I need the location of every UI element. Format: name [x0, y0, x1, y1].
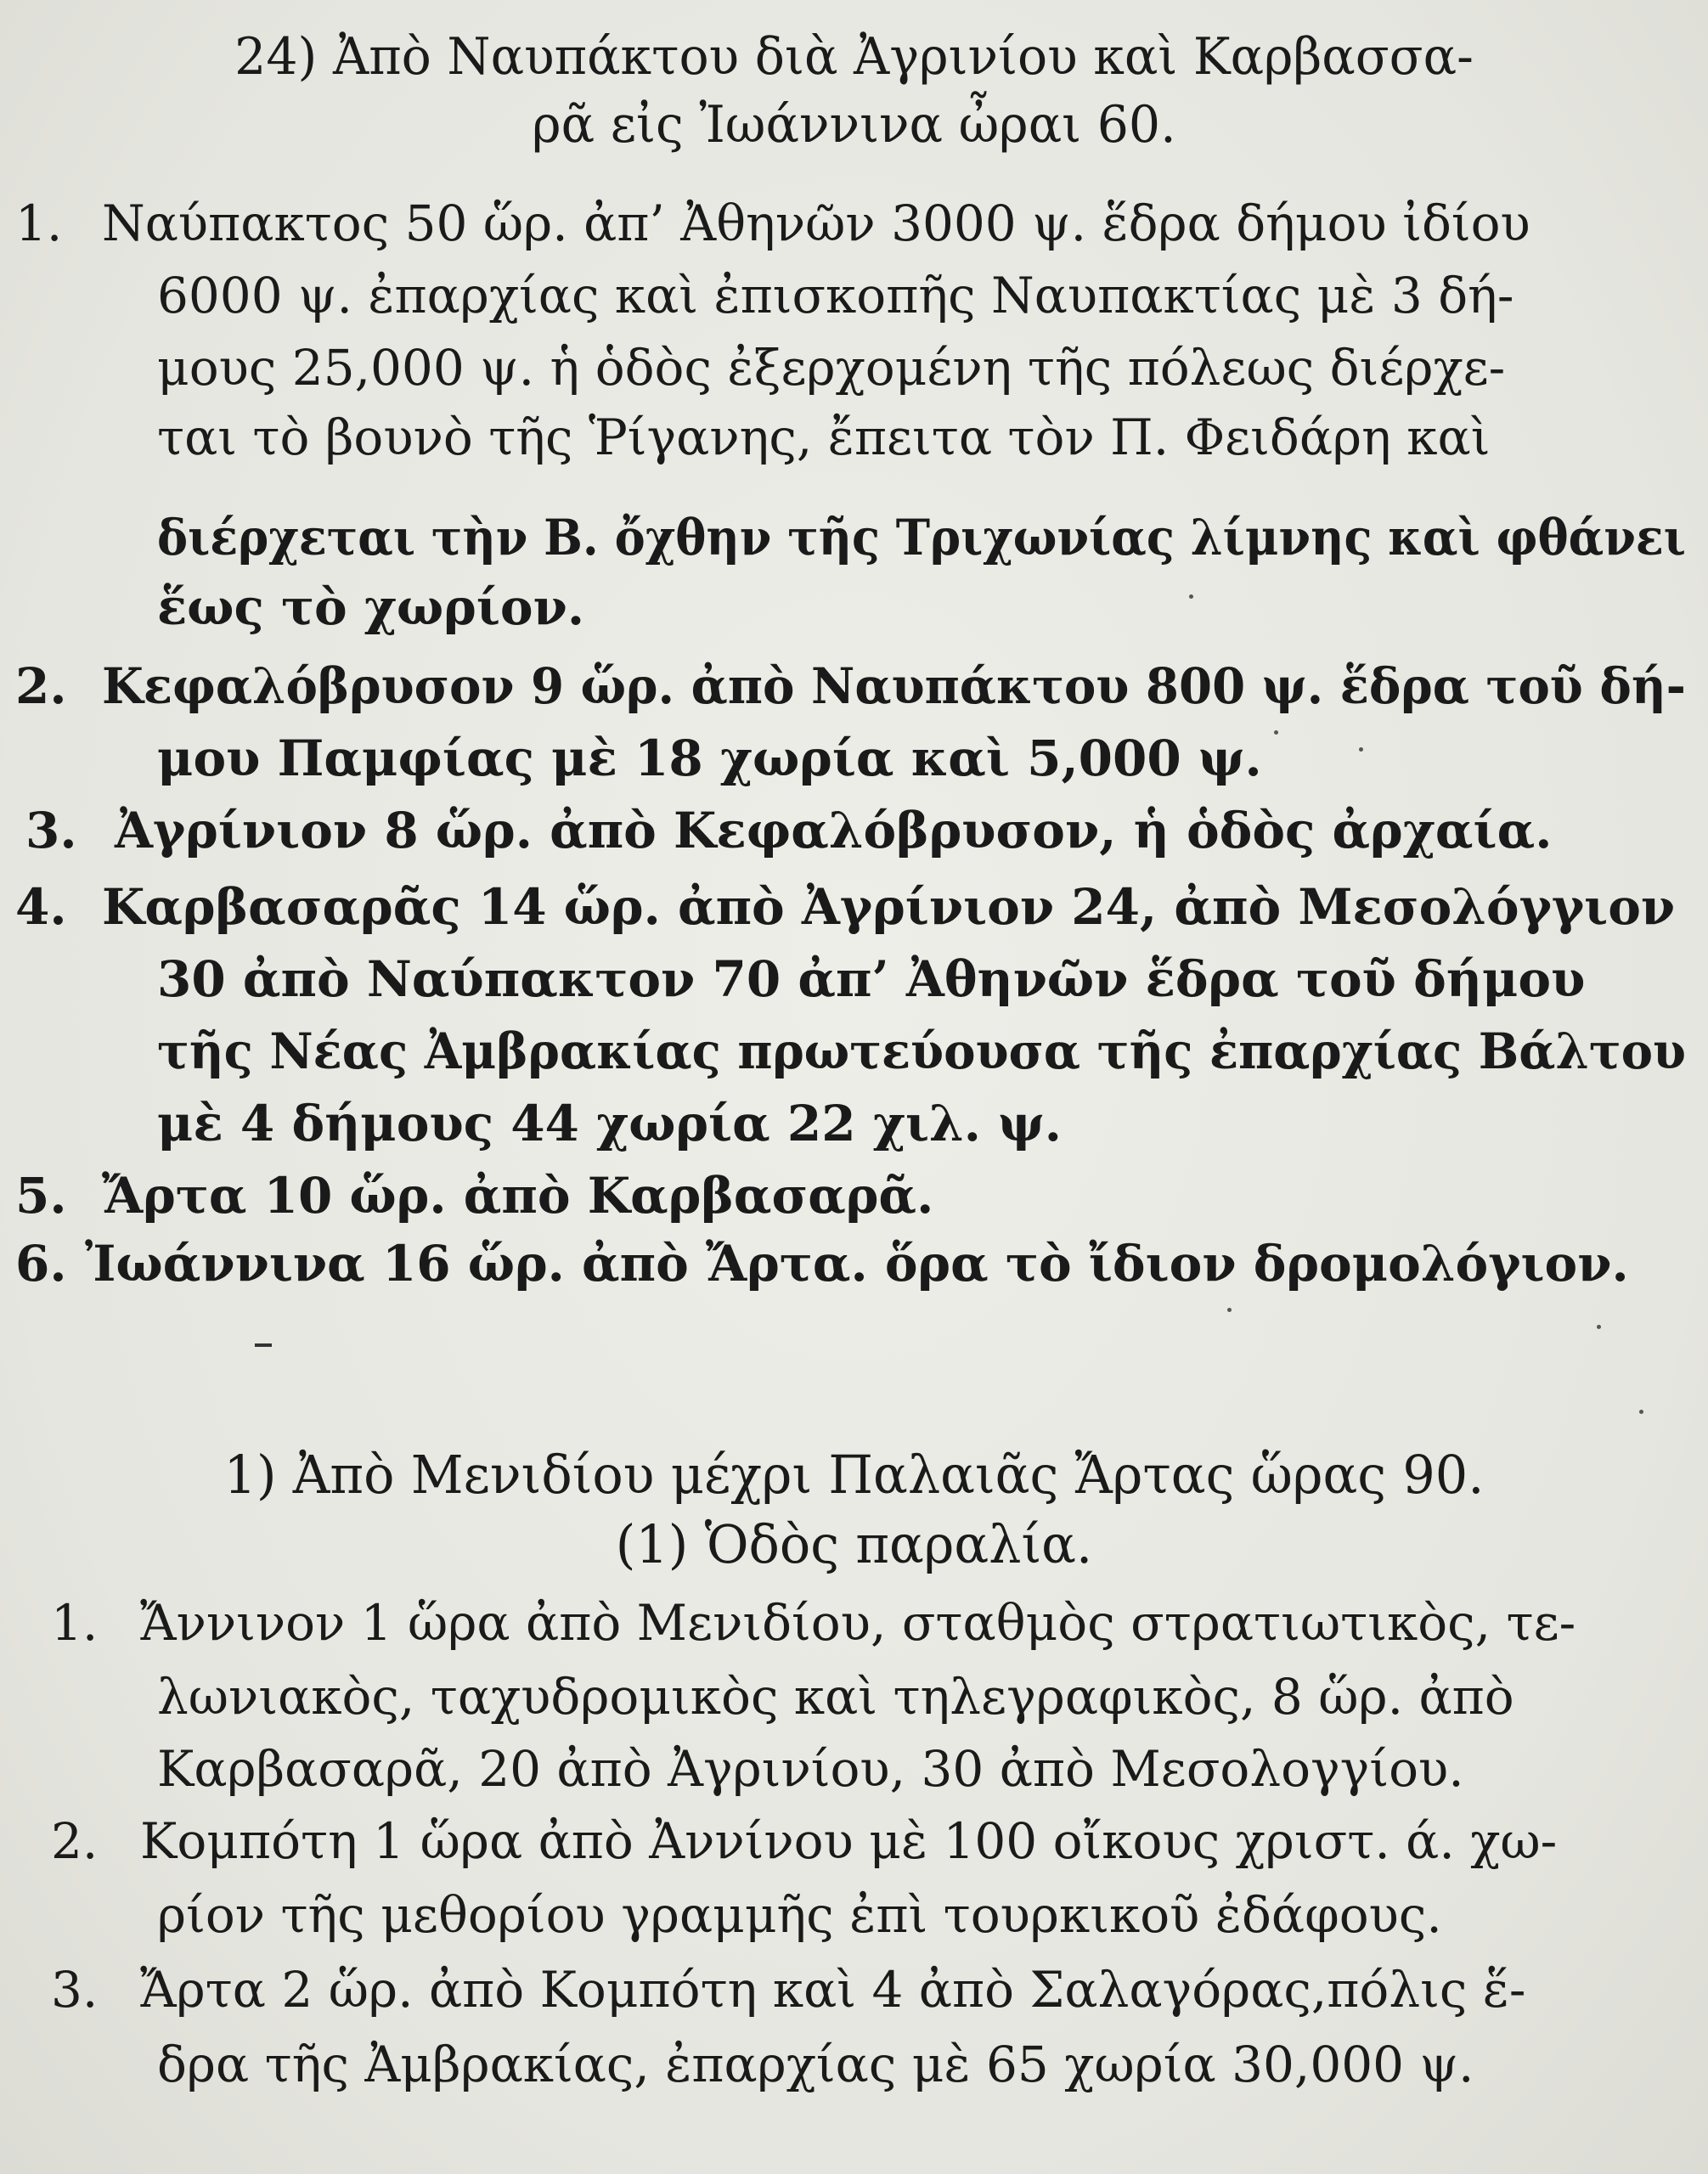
entry-number: 1.	[15, 194, 63, 252]
print-speck	[1189, 594, 1193, 599]
entry-number: 2.	[51, 1812, 99, 1870]
route-1-heading-line-2: (1) Ὁδὸς παραλία.	[615, 1513, 1093, 1575]
entry-line: Ἰωάννινα 16 ὥρ. ἀπὸ Ἄρτα. ὅρα τὸ ἴδιον δρομολόγιον.	[85, 1235, 1629, 1293]
print-speck	[1639, 1410, 1643, 1414]
route-24-heading-line-2: ρᾶ εἰς Ἰωάννινα ὦραι 60.	[532, 95, 1176, 155]
entry-line: ρίον τῆς μεθορίου γραμμῆς ἐπὶ τουρκικοῦ ἐδάφους.	[157, 1886, 1442, 1944]
entry-line: μους 25,000 ψ. ἡ ὁδὸς ἐξερχομένη τῆς πόλεως διέρχε-	[157, 339, 1506, 397]
entry-line: λωνιακὸς, ταχυδρομικὸς καὶ τηλεγραφικὸς, 8 ὥρ. ἀπὸ	[157, 1668, 1514, 1726]
entry-line: Κεφαλόβρυσον 9 ὥρ. ἀπὸ Ναυπάκτου 800 ψ. ἕδρα τοῦ δή-	[102, 657, 1686, 715]
entry-line: τῆς Νέας Ἀμβρακίας πρωτεύουσα τῆς ἐπαρχίας Βάλτου	[157, 1022, 1686, 1080]
entry-line: Ἄρτα 2 ὥρ. ἀπὸ Κομπότη καὶ 4 ἀπὸ Σαλαγόρας,πόλις ἕ-	[140, 1961, 1526, 2019]
entry-line: 30 ἀπὸ Ναύπακτον 70 ἀπ’ Ἀθηνῶν ἕδρα τοῦ δήμου	[157, 950, 1586, 1008]
print-speck	[1274, 730, 1278, 735]
entry-line: διέρχεται τὴν Β. ὄχθην τῆς Τριχωνίας λίμνης καὶ φθάνει	[157, 509, 1686, 566]
entry-number: 4.	[15, 878, 67, 936]
entry-line: δρα τῆς Ἀμβρακίας, ἐπαρχίας μὲ 65 χωρία 30,000 ψ.	[157, 2036, 1474, 2093]
entry-number: 5.	[15, 1167, 67, 1225]
entry-line: ἕως τὸ χωρίον.	[157, 578, 585, 636]
entry-line: Καρβασαρᾶ, 20 ἀπὸ Ἀγρινίου, 30 ἀπὸ Μεσολογγίου.	[157, 1740, 1464, 1798]
entry-line: Ναύπακτος 50 ὥρ. ἀπ’ Ἀθηνῶν 3000 ψ. ἕδρα δήμου ἰδίου	[102, 194, 1530, 252]
print-speck	[1227, 1308, 1232, 1312]
entry-number: 1.	[51, 1594, 99, 1652]
entry-number: 2.	[15, 657, 67, 715]
entry-line: Κομπότη 1 ὥρα ἀπὸ Ἀννίνου μὲ 100 οἴκους χριστ. ά. χω-	[140, 1812, 1558, 1870]
route-24-heading-line-1: 24) Ἀπὸ Ναυπάκτου διὰ Ἀγρινίου καὶ Καρβασσα-	[234, 27, 1474, 87]
entry-line: ται τὸ βουνὸ τῆς Ῥίγανης, ἔπειτα τὸν Π. Φειδάρη καὶ	[157, 408, 1491, 466]
print-speck	[1359, 747, 1363, 752]
print-speck	[1597, 1325, 1601, 1329]
entry-line: Ἄρτα 10 ὥρ. ἀπὸ Καρβασαρᾶ.	[102, 1167, 934, 1225]
entry-line: Καρβασαρᾶς 14 ὥρ. ἀπὸ Ἀγρίνιον 24, ἀπὸ Μεσολόγγιον	[102, 878, 1676, 936]
entry-line: 6000 ψ. ἐπαρχίας καὶ ἐπισκοπῆς Ναυπακτίας μὲ 3 δή-	[157, 267, 1514, 324]
entry-line: μου Παμφίας μὲ 18 χωρία καὶ 5,000 ψ.	[157, 729, 1262, 787]
route-1-heading-line-1: 1) Ἀπὸ Μενιδίου μέχρι Παλαιᾶς Ἄρτας ὥρας 90.	[223, 1444, 1485, 1506]
separator-mark	[255, 1343, 272, 1347]
entry-line: μὲ 4 δήμους 44 χωρία 22 χιλ. ψ.	[157, 1095, 1062, 1152]
entry-line: Ἀγρίνιον 8 ὥρ. ἀπὸ Κεφαλόβρυσον, ἡ ὁδὸς ἀρχαία.	[115, 802, 1553, 859]
entry-number: 3.	[51, 1961, 99, 2019]
entry-number: 3.	[25, 802, 77, 859]
entry-number: 6.	[15, 1235, 67, 1293]
entry-line: Ἄννινον 1 ὥρα ἀπὸ Μενιδίου, σταθμὸς στρατιωτικὸς, τε-	[140, 1594, 1576, 1652]
